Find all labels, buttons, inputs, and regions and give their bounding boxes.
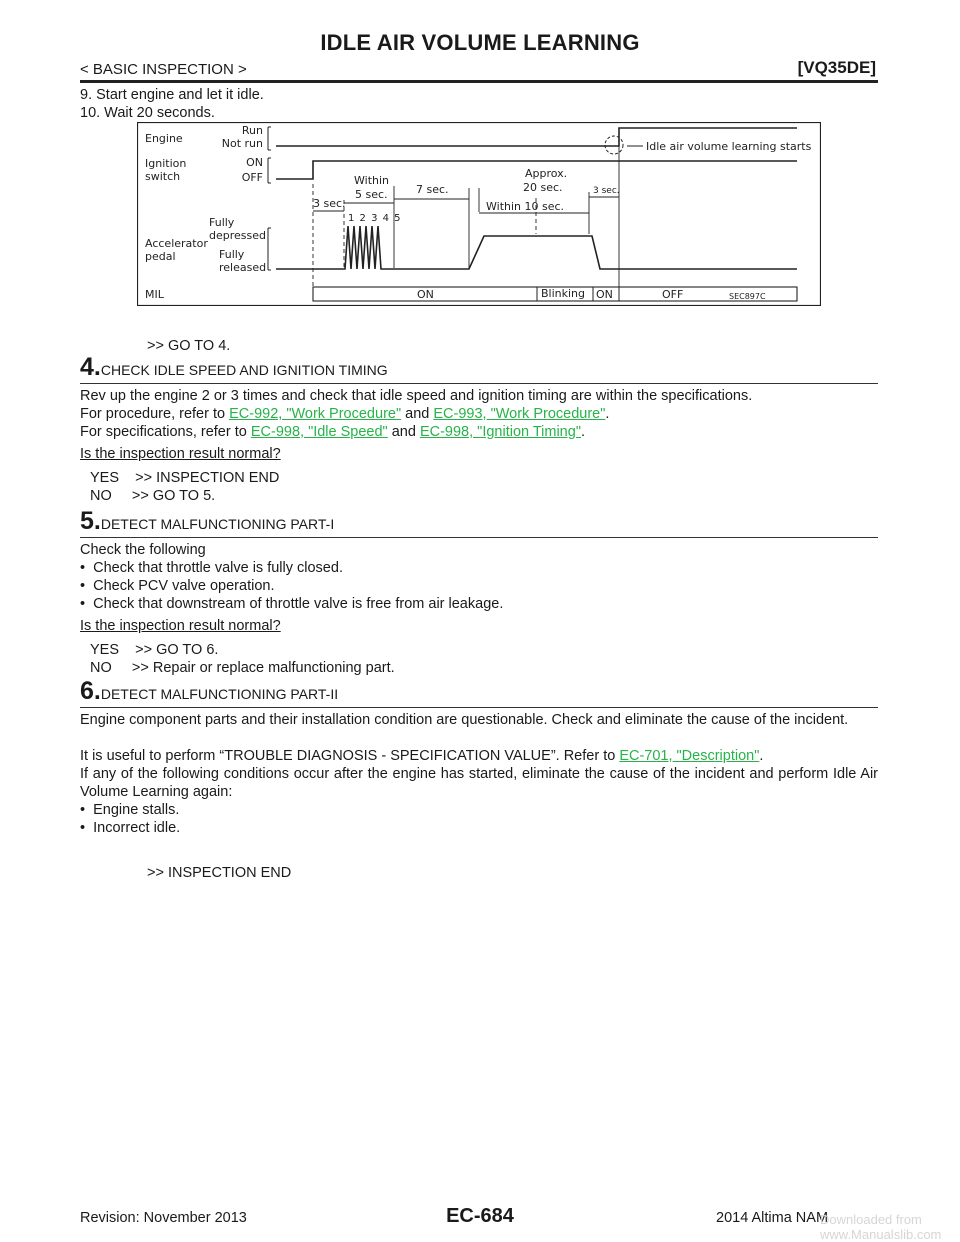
label-approx-2: 20 sec. <box>523 181 563 194</box>
step5-no: NO >> Repair or replace malfunctioning part. <box>90 660 395 676</box>
step4-line3-prefix: For specifications, refer to <box>80 424 251 440</box>
label-within-5: 5 sec. <box>355 188 388 201</box>
step4-line1: Rev up the engine 2 or 3 times and check that idle speed and ignition timing are within the specifications. <box>80 388 753 404</box>
learning-start-marker <box>605 136 623 154</box>
step4-line3 <box>80 423 585 441</box>
step4-yes: YES >> INSPECTION END <box>90 470 280 486</box>
step4-rule <box>80 383 878 384</box>
label-within10: Within 10 sec. <box>486 200 565 213</box>
step-9: 9. Start engine and let it idle. <box>80 87 264 103</box>
step4-line3-mid: and <box>387 424 420 440</box>
label-ignition-2: switch <box>145 170 181 183</box>
step4-line2-mid: and <box>401 406 434 422</box>
footer-watermark: Downloaded from www.Manualslib.com <box>820 1212 942 1242</box>
label-figure-code: SEC897C <box>729 292 766 301</box>
page-title: IDLE AIR VOLUME LEARNING <box>320 30 640 55</box>
step6-item: • Engine stalls. <box>80 802 180 818</box>
link-ec-998-idle[interactable]: EC-998, "Idle Speed" <box>250 424 388 440</box>
label-within-1: Within <box>354 174 390 187</box>
label-ignition-1: Ignition <box>145 157 187 170</box>
step4-question: Is the inspection result normal? <box>80 446 281 462</box>
label-approx-1: Approx. <box>525 167 568 180</box>
step5-heading <box>80 507 334 536</box>
step4-number: 4. <box>80 353 101 381</box>
label-3sec-b: 3 sec. <box>593 186 620 196</box>
step4-line2-end: . <box>605 406 610 422</box>
step5-title: DETECT MALFUNCTIONING PART-I <box>100 516 335 532</box>
step5-yes: YES >> GO TO 6. <box>90 642 219 658</box>
footer-page-number: EC-684 <box>446 1205 514 1227</box>
label-3sec: 3 sec. <box>313 197 346 210</box>
label-mil-off: OFF <box>662 288 684 301</box>
step4-line2 <box>80 405 609 423</box>
step5-item: • Check that throttle valve is fully closed. <box>80 560 343 576</box>
step5-item: • Check PCV valve operation. <box>80 578 275 594</box>
label-fully-2: Fully <box>219 248 245 261</box>
step6-item: • Incorrect idle. <box>80 820 181 836</box>
step6-heading <box>80 677 338 706</box>
label-engine: Engine <box>145 132 183 145</box>
label-ign-off: OFF <box>241 171 263 184</box>
label-mil-on2: ON <box>596 288 613 301</box>
step6-end: >> INSPECTION END <box>147 865 292 881</box>
label-mil-on: ON <box>417 288 434 301</box>
step4-title: CHECK IDLE SPEED AND IGNITION TIMING <box>100 362 388 378</box>
label-accel-2: pedal <box>145 250 176 263</box>
label-fully-1: Fully <box>209 216 235 229</box>
step4-line2-prefix: For procedure, refer to <box>80 406 230 422</box>
label-mil-blinking: Blinking <box>541 287 586 300</box>
step6-para2 <box>80 747 763 765</box>
label-ign-on: ON <box>246 156 263 169</box>
label-mil: MIL <box>145 288 164 301</box>
step5-question: Is the inspection result normal? <box>80 618 281 634</box>
step5-number: 5. <box>80 507 101 535</box>
label-run: Run <box>241 124 263 137</box>
step6-title: DETECT MALFUNCTIONING PART-II <box>100 686 339 702</box>
goto-4: >> GO TO 4. <box>147 338 231 354</box>
header-rule <box>80 80 878 83</box>
step6-para1: Engine component parts and their installation condition are questionable. Check and eliminate the cause of the incident. <box>80 712 849 728</box>
step6-para3: If any of the following conditions occur after the engine has started, eliminate the cause of the incident and perform Idle Air Volume Learning again: <box>80 766 878 800</box>
step6-rule <box>80 707 878 708</box>
label-depressed: depressed <box>209 229 266 242</box>
link-ec-701[interactable]: EC-701, "Description" <box>619 748 760 764</box>
step6-number: 6. <box>80 677 101 705</box>
step-10: 10. Wait 20 seconds. <box>80 105 215 121</box>
link-ec-998-ignition[interactable]: EC-998, "Ignition Timing" <box>419 424 581 440</box>
model-label: [VQ35DE] <box>797 58 876 77</box>
step6-para2-prefix: It is useful to perform “TROUBLE DIAGNOSIS - SPECIFICATION VALUE”. Refer to <box>80 748 620 764</box>
step6-para2-end: . <box>759 748 764 764</box>
link-ec-992[interactable]: EC-992, "Work Procedure" <box>229 406 402 422</box>
accelerator-signal <box>276 226 797 269</box>
step5-item: • Check that downstream of throttle valve is free from air leakage. <box>80 596 504 612</box>
label-released: released <box>219 261 267 274</box>
label-notrun: Not run <box>221 137 263 150</box>
label-counts: 1 2 3 4 5 <box>348 213 402 224</box>
label-accel-1: Accelerator <box>145 237 208 250</box>
timing-diagram <box>137 122 821 306</box>
label-idle-learning: Idle air volume learning starts <box>646 140 812 153</box>
step5-rule <box>80 537 878 538</box>
step4-no: NO >> GO TO 5. <box>90 488 216 504</box>
section-label: < BASIC INSPECTION > <box>80 61 247 78</box>
footer-revision: Revision: November 2013 <box>80 1210 247 1226</box>
step4-heading <box>80 353 388 382</box>
footer-edition: 2014 Altima NAM <box>716 1210 829 1226</box>
guide-lines <box>313 132 619 292</box>
step5-intro: Check the following <box>80 542 206 558</box>
label-7sec: 7 sec. <box>416 183 449 196</box>
link-ec-993[interactable]: EC-993, "Work Procedure" <box>433 406 606 422</box>
step4-line3-end: . <box>580 424 585 440</box>
